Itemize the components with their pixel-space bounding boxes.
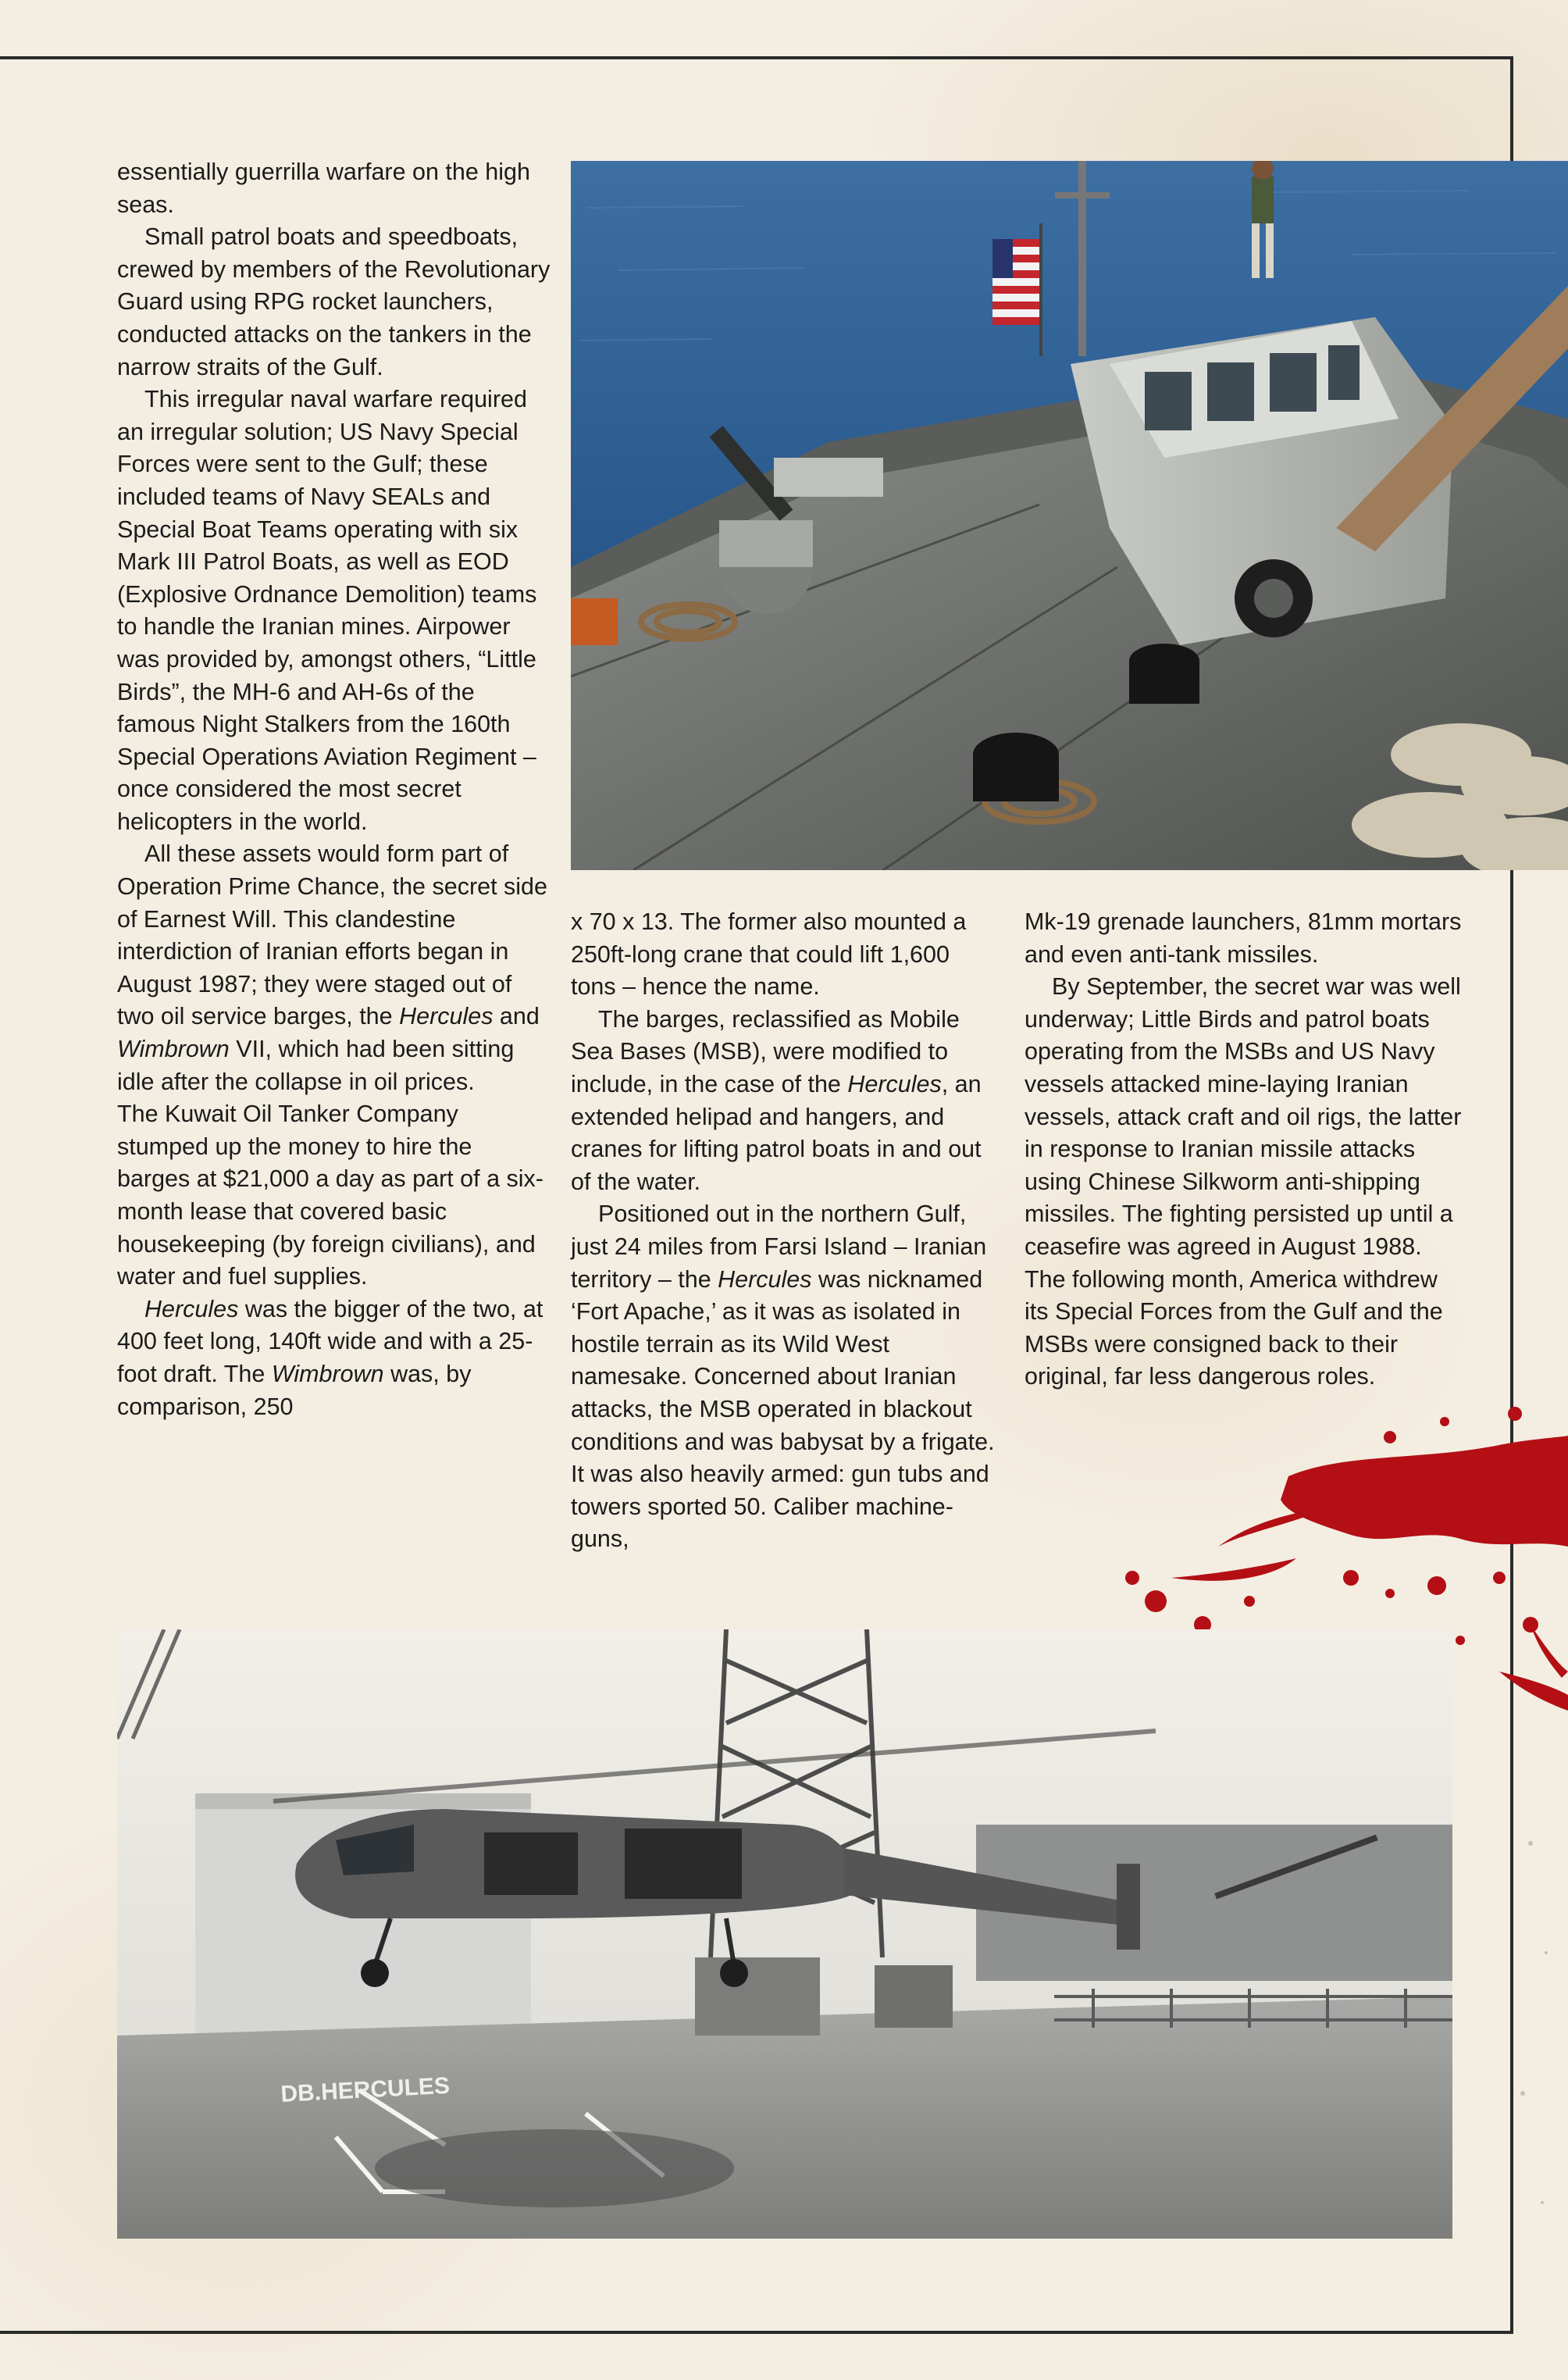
helicopter-barge-photo — [117, 1629, 1452, 2239]
paragraph: All these assets would form part of Operation Prime Chance, the secret side of Earnest Will. This clandestine interdiction of Iranian efforts began in August 1987; they were staged out of two oil service barges, the Hercules and Wimbrown VII, which had been sitting idle after the collapse in oil prices. — [117, 840, 547, 1095]
paragraph: Mk-19 grenade launchers, 81mm mortars and even anti-tank missiles. — [1025, 908, 1462, 968]
paragraph: Positioned out in the northern Gulf, just 24 miles from Farsi Island – Iranian territory – the Hercules was nicknamed ‘Fort Apache,’ as it was as isolated in hostile terrain as its Wild West namesake. Concerned about Iranian attacks, the MSB operated in blackout conditions and was babysat by a frigate. It was also heavily armed: gun tubs and towers sported 50. Caliber machine-guns, — [571, 1201, 995, 1553]
ink-flecks-decoration — [1507, 1797, 1562, 2265]
text-column-3 — [1025, 906, 1462, 1393]
paragraph: Hercules was the bigger of the two, at 400 feet long, 140ft wide and with a 25-foot draft. The Wimbrown was, by comparison, 250 — [117, 1295, 543, 1420]
paragraph: By September, the secret war was well underway; Little Birds and patrol boats operating from the MSBs and US Navy vessels attacked mine-laying Iranian vessels, attack craft and oil rigs, the latter in response to Iranian missile attacks using Chinese Silkworm anti-shipping missiles. The fighting persisted up until a ceasefire was agreed in August 1988. The following month, America withdrew its Special Forces from the Gulf and the MSBs were consigned back to their original, far less dangerous roles. — [1025, 973, 1462, 1390]
text-column-1 — [117, 156, 551, 1423]
patrol-boat-photo — [571, 161, 1568, 870]
paragraph: x 70 x 13. The former also mounted a 250ft-long crane that could lift 1,600 tons – hence the name. — [571, 908, 967, 1001]
deck-sign: DB.HERCULES — [280, 2072, 451, 2107]
paragraph: Small patrol boats and speedboats, crewed by members of the Revolutionary Guard using RPG rocket launchers, conducted attacks on the tankers in the narrow straits of the Gulf. — [117, 223, 551, 380]
paragraph: This irregular naval warfare required an irregular solution; US Navy Special Forces were sent to the Gulf; these included teams of Navy SEALs and Special Boat Teams operating with six Mark III Patrol Boats, as well as EOD (Explosive Ordnance Demolition) teams to handle the Iranian mines. Airpower was provided by, amongst others, “Little Birds”, the MH-6 and AH-6s of the famous Night Stalkers from the 160th Special Operations Aviation Regiment – once considered the most secret helicopters in the world. — [117, 386, 537, 835]
page-border-top — [0, 56, 1513, 59]
page-border-bottom — [0, 2331, 1513, 2334]
paragraph: The Kuwait Oil Tanker Company stumped up the money to hire the barges at $21,000 a day as part of a six-month lease that covered basic housekeeping (by foreign civilians), and water and fuel supplies. — [117, 1101, 543, 1290]
text-column-2 — [571, 906, 996, 1556]
paragraph: essentially guerrilla warfare on the high seas. — [117, 159, 530, 218]
paragraph: The barges, reclassified as Mobile Sea Bases (MSB), were modified to include, in the case of the Hercules, an extended helipad and hangers, and cranes for lifting patrol boats in and out of the water. — [571, 1005, 982, 1195]
